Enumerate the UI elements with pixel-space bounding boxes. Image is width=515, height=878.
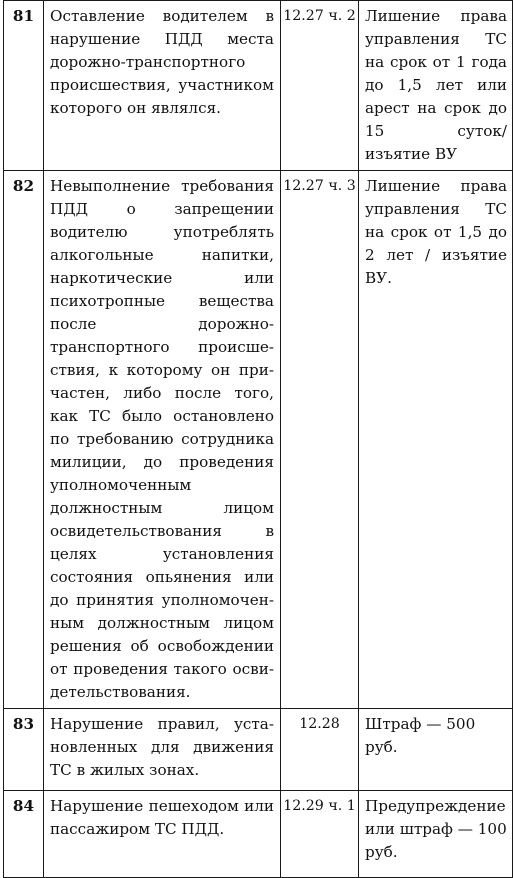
article-reference: 12.29 ч. 1: [281, 791, 359, 878]
violation-description: Нарушение пешеходом или пассажиром ТС ПДД.: [44, 791, 281, 878]
row-number: 84: [4, 791, 44, 878]
table-row: [4, 1, 513, 171]
penalty-text: Предупреждение или штраф — 100 руб.: [359, 791, 513, 878]
penalty-text: Штраф — 500 руб.: [359, 709, 513, 791]
penalties-table: [3, 0, 513, 878]
violation-description: Оставление водителем в нарушение ПДД места дорожно-транспортного происшествия, участником которого он являлся.: [44, 1, 281, 171]
table-row: [4, 709, 513, 791]
penalty-text: Лишение права управления ТС на срок от 1,5 до 2 лет / изъятие ВУ.: [359, 171, 513, 709]
table-row: [4, 791, 513, 878]
violation-description: Нарушение правил, установленных для движения ТС в жилых зонах.: [44, 709, 281, 791]
article-reference: 12.27 ч. 2: [281, 1, 359, 171]
violation-description: Невыполнение требования ПДД о запрещении водителю употреблять алкогольные напитки, наркотические или психотропные вещества после дорожно-транспортного происшествия, к которому он причастен, либо после того, как ТС было остановлено по требованию сотрудника милиции, до проведения уполномоченным должностным лицом освидетельствования в целях установления состояния опьянения или до принятия уполномоченным должностным лицом решения об освобождении от проведения такого освидетельствования.: [44, 171, 281, 709]
table-row: [4, 171, 513, 709]
article-reference: 12.27 ч. 3: [281, 171, 359, 709]
row-number: 82: [4, 171, 44, 709]
row-number: 83: [4, 709, 44, 791]
row-number: 81: [4, 1, 44, 171]
article-reference: 12.28: [281, 709, 359, 791]
penalty-text: Лишение права управления ТС на срок от 1 года до 1,5 лет или арест на срок до 15 суток/ изъятие ВУ: [359, 1, 513, 171]
